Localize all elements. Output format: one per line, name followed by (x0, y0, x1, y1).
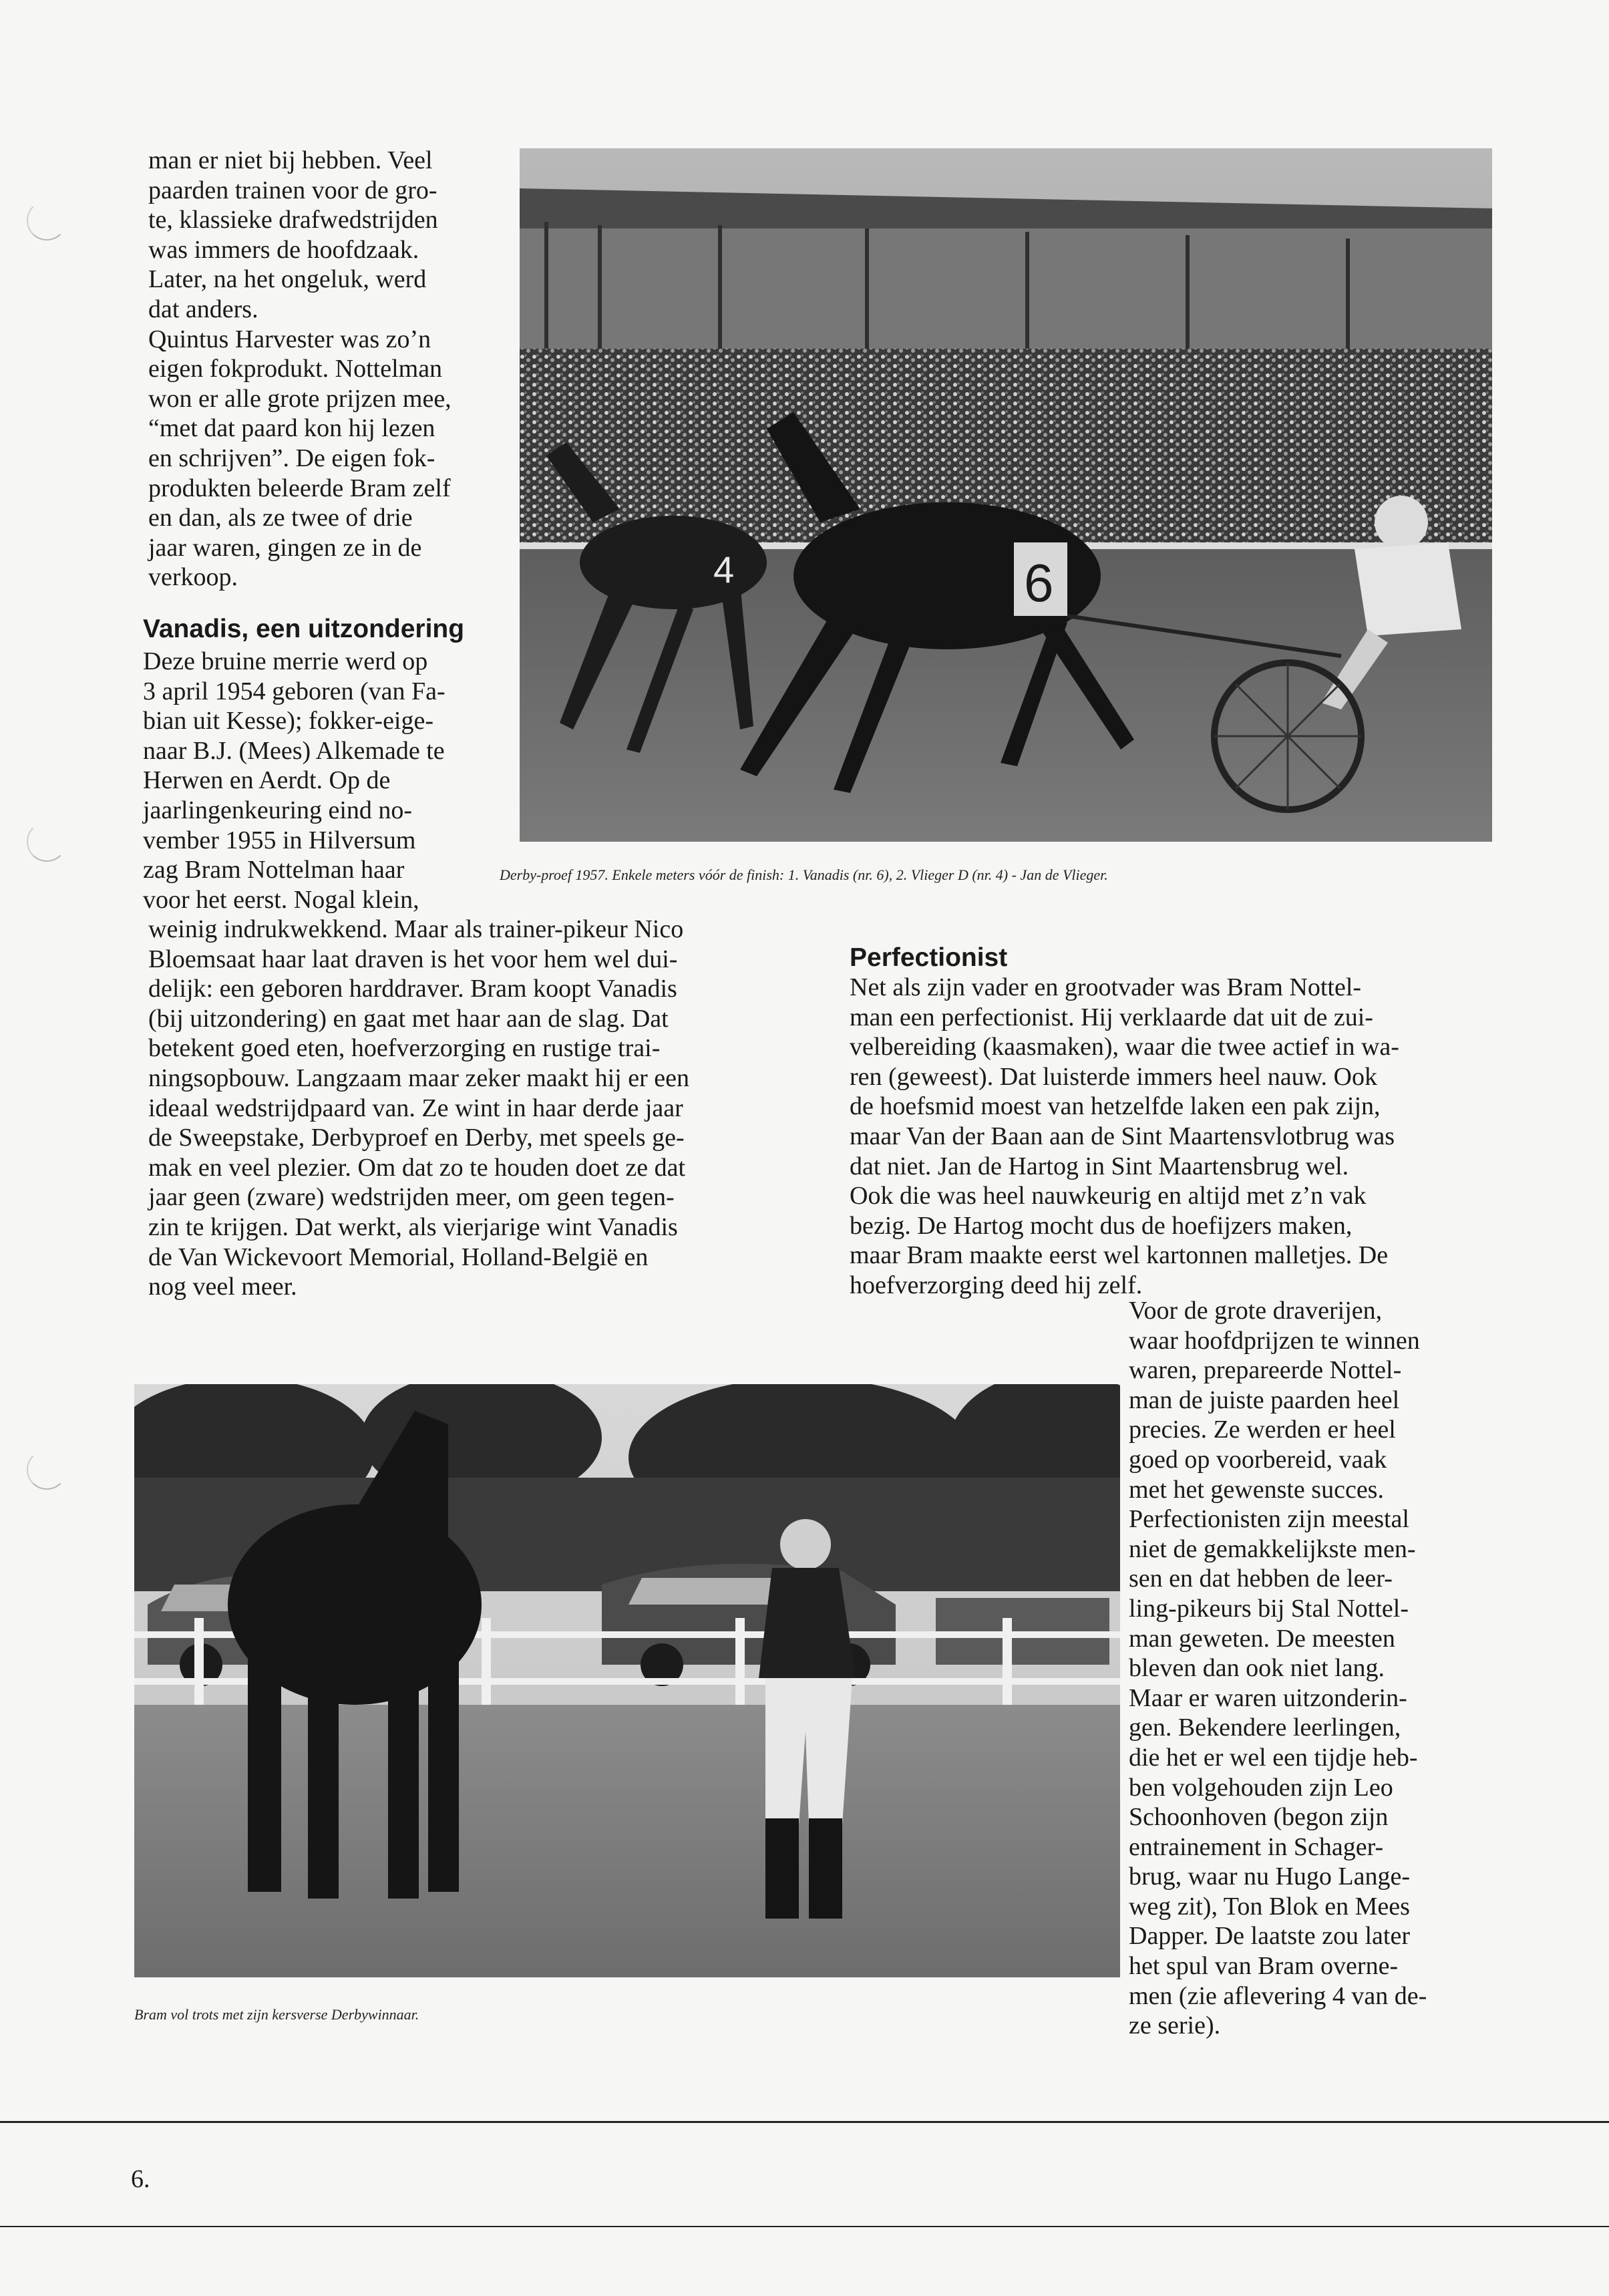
left-column-line: man er niet bij hebben. Veel (148, 146, 433, 174)
perfectionist-narrow-line: die het er wel een tijdje heb- (1129, 1743, 1418, 1772)
left-column-line: en schrijven”. De eigen fok- (148, 444, 435, 472)
vanadis-narrow-line: zag Bram Nottelman haar (143, 856, 405, 884)
perfectionist-narrow-line: Voor de grote draverijen, (1129, 1297, 1383, 1325)
vanadis-text-wide (148, 915, 689, 1302)
perfectionist-narrow-line: goed op voorbereid, vaak (1129, 1445, 1387, 1474)
vanadis-wide-line: jaar geen (zware) wedstrijden meer, om geen tegen- (148, 1183, 675, 1212)
left-column-line: won er alle grote prijzen mee, (148, 384, 452, 413)
perfectionist-wide-line: Net als zijn vader en grootvader was Bram Nottel- (850, 973, 1362, 1001)
perfectionist-narrow-line: niet de gemakkelijkste men- (1129, 1534, 1416, 1563)
perfectionist-narrow-line: ling-pikeurs bij Stal Nottel- (1129, 1594, 1409, 1623)
perfectionist-wide-line: dat niet. Jan de Hartog in Sint Maartensbrug wel. (850, 1152, 1349, 1180)
perfectionist-wide-line: velbereiding (kaasmaken), waar die twee actief in wa- (850, 1033, 1399, 1061)
left-column-line: produkten beleerde Bram zelf (148, 474, 451, 502)
perfectionist-narrow-line: Perfectionisten zijn meestal (1129, 1505, 1409, 1534)
vanadis-narrow-line: jaarlingenkeuring eind no- (143, 796, 413, 824)
perfectionist-text-narrow (1129, 1296, 1427, 2041)
vanadis-wide-line: de Sweepstake, Derbyproef en Derby, met speels ge- (148, 1124, 685, 1152)
punch-hole-mark (27, 822, 67, 862)
perfectionist-narrow-line: waar hoofdprijzen te winnen (1129, 1326, 1420, 1355)
footer-rule (0, 2226, 1609, 2227)
left-column-line: was immers de hoofdzaak. (148, 235, 419, 264)
perfectionist-wide-line: Ook die was heel nauwkeurig en altijd met z’n vak (850, 1182, 1367, 1210)
left-column-line: eigen fokprodukt. Nottelman (148, 355, 443, 383)
perfectionist-wide-line: hoefverzorging deed hij zelf. (850, 1271, 1143, 1299)
left-column-line: verkoop. (148, 563, 238, 592)
vanadis-narrow-line: vember 1955 in Hilversum (143, 826, 416, 854)
horse-number-6: 6 (1024, 553, 1054, 613)
vanadis-wide-line: delijk: een geboren harddraver. Bram koopt Vanadis (148, 975, 677, 1003)
perfectionist-narrow-line: man de juiste paarden heel (1129, 1385, 1400, 1414)
left-column-line: en dan, als ze twee of drie (148, 504, 413, 532)
vanadis-wide-line: (bij uitzondering) en gaat met haar aan de slag. Dat (148, 1004, 669, 1033)
perfectionist-narrow-line: met het gewenste succes. (1129, 1475, 1384, 1504)
perfectionist-narrow-line: weg zit), Ton Blok en Mees (1129, 1892, 1410, 1921)
vanadis-text-narrow (143, 647, 445, 915)
page-number: 6. (131, 2165, 150, 2193)
vanadis-narrow-line: Deze bruine merrie werd op (143, 647, 428, 675)
perfectionist-narrow-line: Maar er waren uitzonderin- (1129, 1683, 1407, 1712)
perfectionist-narrow-line: men (zie aflevering 4 van de- (1129, 1981, 1427, 2010)
vanadis-wide-line: Bloemsaat haar laat draven is het voor hem wel dui- (148, 945, 678, 973)
vanadis-wide-line: de Van Wickevoort Memorial, Holland-België en (148, 1243, 649, 1271)
perfectionist-wide-line: maar Van der Baan aan de Sint Maartensvlotbrug was (850, 1122, 1395, 1150)
vanadis-wide-line: zin te krijgen. Dat werkt, als vierjarige wint Vanadis (148, 1212, 678, 1241)
perfectionist-narrow-line: man geweten. De meesten (1129, 1624, 1395, 1653)
bram-with-horse-photo (134, 1384, 1120, 1977)
vanadis-wide-line: nog veel meer. (148, 1273, 297, 1301)
perfectionist-narrow-line: waren, prepareerde Nottel- (1129, 1356, 1402, 1385)
perfectionist-wide-line: bezig. De Hartog mocht dus de hoefijzers maken, (850, 1211, 1353, 1240)
vanadis-narrow-line: naar B.J. (Mees) Alkemade te (143, 736, 445, 765)
race-photo-caption: Derby-proef 1957. Enkele meters vóór de finish: 1. Vanadis (nr. 6), 2. Vlieger D (nr. 4) - Jan de Vlieger. (500, 866, 1108, 883)
bottom-rule (0, 2121, 1609, 2123)
race-finish-photo (520, 148, 1492, 842)
perfectionist-narrow-line: Schoonhoven (begon zijn (1129, 1803, 1389, 1832)
perfectionist-narrow-line: gen. Bekendere leerlingen, (1129, 1713, 1401, 1742)
section-heading-vanadis: Vanadis, een uitzondering (143, 615, 465, 643)
perfectionist-wide-line: maar Bram maakte eerst wel kartonnen malletjes. De (850, 1241, 1389, 1270)
vanadis-wide-line: mak en veel plezier. Om dat zo te houden doet ze dat (148, 1153, 686, 1182)
vanadis-narrow-line: 3 april 1954 geboren (van Fa- (143, 677, 445, 705)
perfectionist-narrow-line: sen en dat hebben de leer- (1129, 1565, 1393, 1593)
left-column-line: Later, na het ongeluk, werd (148, 265, 427, 294)
perfectionist-narrow-line: Dapper. De laatste zou later (1129, 1922, 1410, 1951)
punch-hole-mark (27, 200, 67, 240)
perfectionist-text-wide (850, 973, 1399, 1301)
left-column-line: jaar waren, gingen ze in de (148, 533, 422, 562)
perfectionist-narrow-line: brug, waar nu Hugo Lange- (1129, 1862, 1411, 1891)
vanadis-wide-line: betekent goed eten, hoefverzorging en rustige trai- (148, 1034, 661, 1063)
vanadis-narrow-line: Herwen en Aerdt. Op de (143, 766, 391, 795)
left-column-line: “met dat paard kon hij lezen (148, 414, 435, 443)
perfectionist-narrow-line: ze serie). (1129, 2011, 1221, 2040)
section-heading-perfectionist: Perfectionist (850, 943, 1008, 972)
vanadis-wide-line: ningsopbouw. Langzaam maar zeker maakt hij er een (148, 1063, 689, 1092)
perfectionist-wide-line: man een perfectionist. Hij verklaarde dat uit de zui- (850, 1003, 1373, 1031)
left-column-line: te, klassieke drafwedstrijden (148, 206, 438, 234)
left-column-line: dat anders. (148, 295, 258, 323)
left-column-top-text (148, 146, 452, 593)
vanadis-narrow-line: bian uit Kesse); fokker-eige- (143, 707, 434, 735)
vanadis-wide-line: weinig indrukwekkend. Maar als trainer-pikeur Nico (148, 915, 684, 943)
left-column-line: Quintus Harvester was zo’n (148, 325, 431, 353)
horse-number-4: 4 (713, 548, 735, 591)
perfectionist-narrow-line: bleven dan ook niet lang. (1129, 1654, 1385, 1683)
punch-hole-mark (27, 1450, 67, 1490)
perfectionist-narrow-line: precies. Ze werden er heel (1129, 1416, 1396, 1444)
vanadis-narrow-line: voor het eerst. Nogal klein, (143, 885, 419, 914)
perfectionist-narrow-line: ben volgehouden zijn Leo (1129, 1773, 1393, 1802)
perfectionist-wide-line: de hoefsmid moest van hetzelfde laken een pak zijn, (850, 1092, 1381, 1121)
vanadis-wide-line: ideaal wedstrijdpaard van. Ze wint in haar derde jaar (148, 1094, 683, 1122)
left-column-line: paarden trainen voor de gro- (148, 176, 437, 204)
perfectionist-narrow-line: entrainement in Schager- (1129, 1832, 1384, 1861)
perfectionist-narrow-line: het spul van Bram overne- (1129, 1952, 1399, 1981)
perfectionist-wide-line: ren (geweest). Dat luisterde immers heel nauw. Ook (850, 1062, 1377, 1091)
bram-photo-caption: Bram vol trots met zijn kersverse Derbywinnaar. (134, 2006, 419, 2023)
